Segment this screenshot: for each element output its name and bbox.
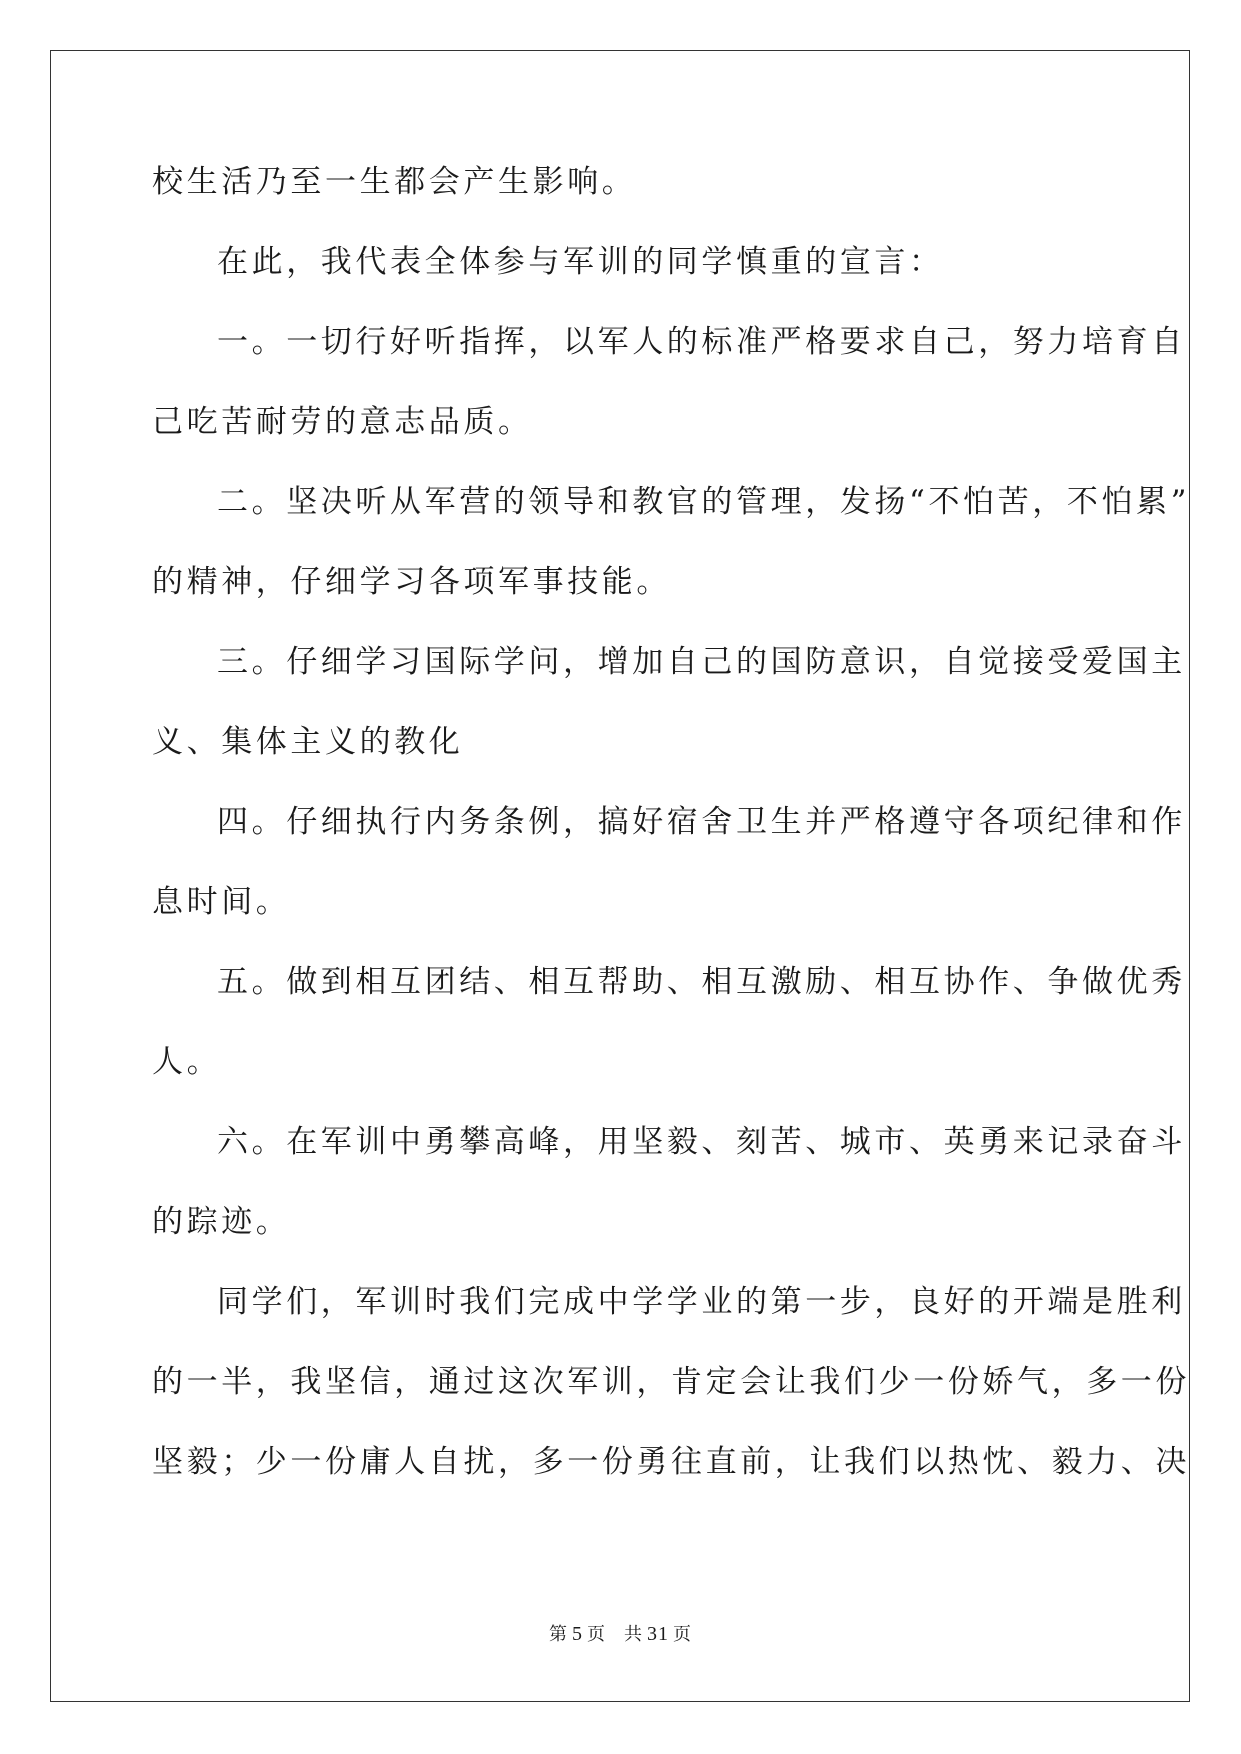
text-line: 在此，我代表全体参与军训的同学慎重的宣言： (217, 244, 944, 280)
text-line: 六。在军训中勇攀高峰，用坚毅、刻苦、城市、英勇来记录奋斗 (217, 1124, 1186, 1160)
total-prefix: 共 (624, 1624, 643, 1645)
text-line: 坚毅；少一份庸人自扰，多一份勇往直前，让我们以热忱、毅力、决 (152, 1444, 1190, 1480)
page-footer (0, 1620, 1241, 1646)
page-suffix: 页 (587, 1624, 606, 1645)
text-line: 己吃苦耐劳的意志品质。 (152, 404, 533, 440)
text-line: 义、集体主义的教化 (152, 724, 464, 760)
text-line: 的精神，仔细学习各项军事技能。 (152, 564, 671, 600)
total-suffix: 页 (673, 1624, 692, 1645)
text-line: 三。仔细学习国际学问，增加自己的国防意识，自觉接受爱国主 (217, 644, 1186, 680)
text-line: 一。一切行好听指挥，以军人的标准严格要求自己，努力培育自 (217, 324, 1186, 360)
text-line: 息时间。 (152, 884, 291, 920)
text-line: 二。坚决听从军营的领导和教官的管理，发扬“不怕苦，不怕累” (217, 484, 1191, 520)
text-line: 人。 (152, 1044, 222, 1080)
text-line: 的踪迹。 (152, 1204, 291, 1240)
document-body (152, 164, 1191, 1524)
text-line: 五。做到相互团结、相互帮助、相互激励、相互协作、争做优秀 (217, 964, 1186, 1000)
text-line: 的一半，我坚信，通过这次军训，肯定会让我们少一份娇气，多一份 (152, 1364, 1190, 1400)
page-prefix: 第 (549, 1624, 568, 1645)
text-line: 四。仔细执行内务条例，搞好宿舍卫生并严格遵守各项纪律和作 (217, 804, 1186, 840)
total-pages: 31 (647, 1623, 669, 1645)
page-number: 5 (572, 1623, 583, 1645)
text-line: 校生活乃至一生都会产生影响。 (152, 164, 637, 200)
text-line: 同学们，军训时我们完成中学学业的第一步，良好的开端是胜利 (217, 1284, 1186, 1320)
